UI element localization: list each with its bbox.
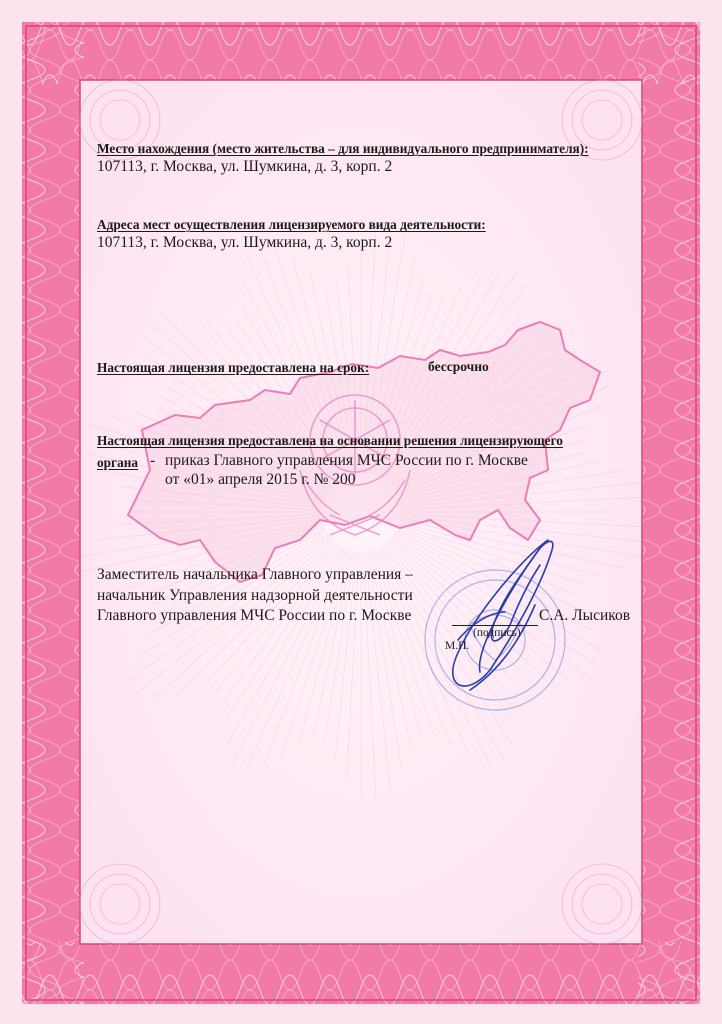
term-heading: Настоящая лицензия предоставлена на срок:	[97, 360, 370, 375]
basis-heading-line2: органа	[97, 455, 139, 470]
term-value: бессрочно	[428, 359, 489, 374]
signature-caption: (подпись)	[473, 627, 521, 639]
basis-dash: -	[150, 452, 156, 469]
basis-order-line1: приказ Главного управления МЧС России по г. Москве	[165, 452, 528, 469]
basis-heading-line1: Настоящая лицензия предоставлена на основании решения лицензирующего	[97, 433, 563, 448]
seal-caption: М.П.	[445, 640, 470, 652]
activity-addresses-heading: Адреса мест осуществления лицензируемого вида деятельности:	[97, 217, 486, 232]
signatory-name: С.А. Лысиков	[539, 607, 631, 624]
activity-addresses-value: 107113, г. Москва, ул. Шумкина, д. 3, корп. 2	[97, 234, 393, 251]
location-heading: Место нахождения (место жительства – для индивидуального предпринимателя):	[97, 141, 589, 156]
location-value: 107113, г. Москва, ул. Шумкина, д. 3, корп. 2	[97, 158, 393, 175]
basis-order-line2: от «01» апреля 2015 г. № 200	[165, 471, 356, 488]
signatory-title-line3: Главного управления МЧС России по г. Москве	[97, 607, 412, 624]
signatory-title-line2: начальник Управления надзорной деятельности	[97, 587, 413, 604]
signatory-title-line1: Заместитель начальника Главного управления –	[97, 566, 413, 583]
signature-line	[452, 625, 538, 626]
